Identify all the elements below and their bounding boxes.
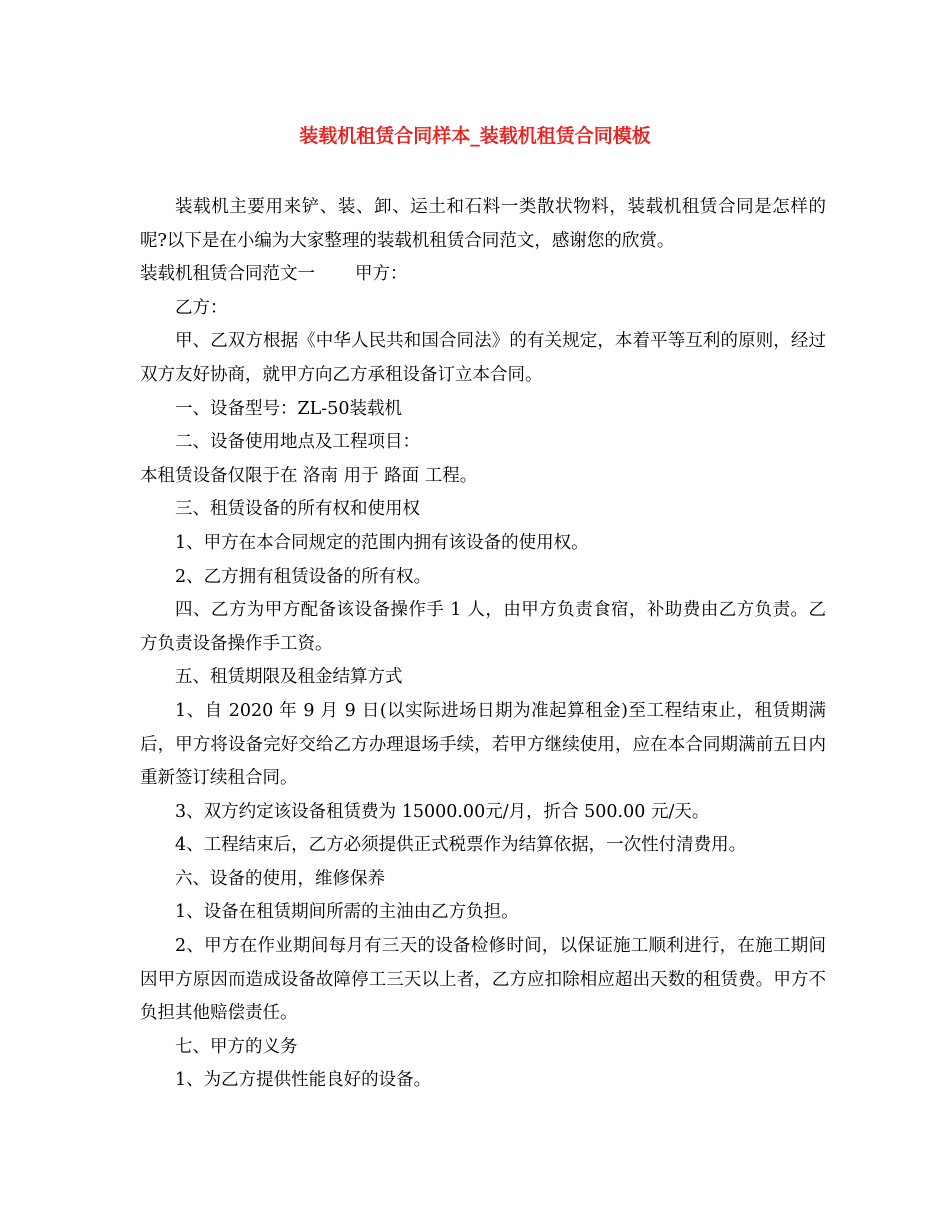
party-a-label: 甲方：	[355, 264, 408, 285]
paragraph-provide-equipment: 1、为乙方提供性能良好的设备。	[175, 1070, 432, 1091]
paragraph-maintenance-heading: 六、设备的使用，维修保养	[175, 868, 385, 889]
intro-paragraph: 装载机主要用来铲、装、卸、运土和石料一类散状物料，装载机租赁合同是怎样的呢?以下是在小编为大家整理的装载机租赁合同范文，感谢您的欣赏。	[140, 197, 826, 251]
paragraph-fuel: 1、设备在租赁期间所需的主油由乙方负担。	[175, 902, 519, 923]
paragraph-ownership-heading: 三、租赁设备的所有权和使用权	[175, 499, 420, 520]
paragraph-equipment-model: 一、设备型号：ZL-50装载机	[175, 398, 402, 419]
party-b-label: 乙方：	[175, 297, 228, 318]
paragraph-rent: 3、双方约定该设备租赁费为 15000.00元/月，折合 500.00 元/天。	[175, 801, 710, 822]
sample-heading: 装载机租赁合同范文一	[140, 264, 315, 285]
paragraph-lease-term: 1、自 2020 年 9 月 9 日(以实际进场日期为准起算租金)至工程结束止，租赁期满后，甲方将设备完好交给乙方办理退场手续，若甲方继续使用，应在本合同期满前五日内重新签订续租合同。	[140, 700, 826, 789]
paragraph-preamble: 甲、乙双方根据《中华人民共和国合同法》的有关规定，本着平等互利的原则，经过双方友好协商，就甲方向乙方承租设备订立本合同。	[140, 331, 826, 385]
paragraph-lease-term-heading: 五、租赁期限及租金结算方式	[175, 667, 403, 688]
paragraph-operator: 四、乙方为甲方配备该设备操作手 1 人，由甲方负责食宿，补助费由乙方负责。乙方负责设备操作手工资。	[140, 600, 826, 654]
paragraph-ownership-right: 2、乙方拥有租赁设备的所有权。	[175, 566, 432, 587]
document-body	[140, 191, 826, 1098]
paragraph-settlement: 4、工程结束后，乙方必须提供正式税票作为结算依据，一次性付清费用。	[175, 835, 747, 856]
paragraph-inspection: 2、甲方在作业期间每月有三天的设备检修时间，以保证施工顺利进行，在施工期间因甲方原因而造成设备故障停工三天以上者，乙方应扣除相应超出天数的租赁费。甲方不负担其他赔偿责任。	[140, 936, 826, 1024]
sample-heading-line	[140, 258, 826, 292]
paragraph-usage-right: 1、甲方在本合同规定的范围内拥有该设备的使用权。	[175, 532, 589, 553]
paragraph-usage-location-heading: 二、设备使用地点及工程项目：	[175, 432, 420, 453]
document-title: 装载机租赁合同样本_装载机租赁合同模板	[299, 125, 651, 147]
paragraph-obligations-heading: 七、甲方的义务	[175, 1036, 298, 1057]
paragraph-usage-location: 本租赁设备仅限于在 洛南 用于 路面 工程。	[140, 465, 478, 486]
